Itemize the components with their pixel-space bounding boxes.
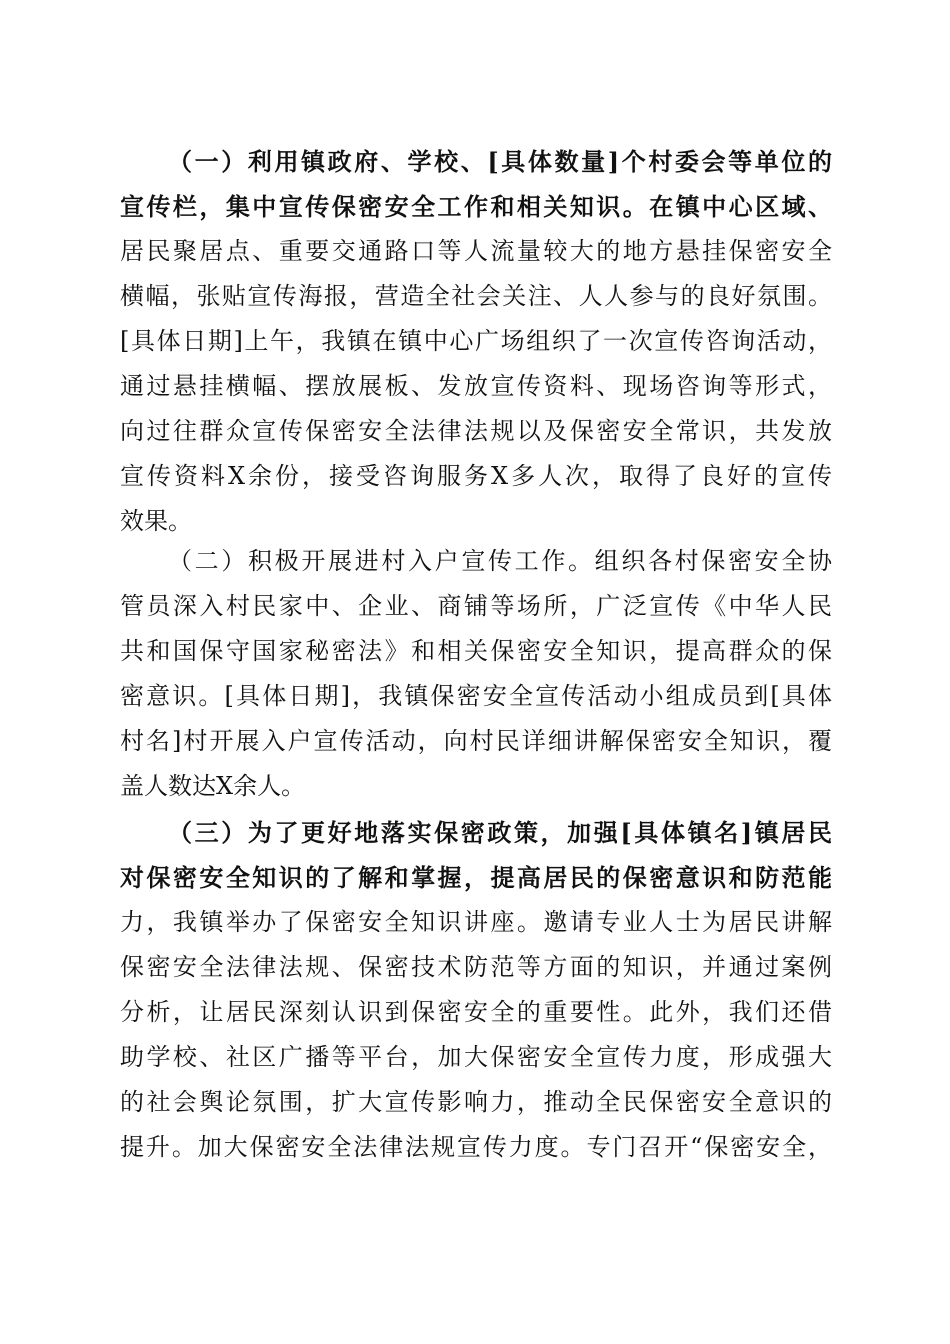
paragraph-3 [120, 810, 832, 1170]
paragraph-2-line-1: （二）积极开展进村入户宣传工作。组织各村保密安全协 [168, 547, 832, 575]
paragraph-1-line-3: 居民聚居点、重要交通路口等人流量较大的地方悬挂保密安全 [120, 237, 832, 265]
paragraph-2-line-4: 密意识。[具体日期]，我镇保密安全宣传活动小组成员到[具体 [120, 682, 832, 710]
paragraph-2-line-6: 盖人数达X余人。 [120, 772, 306, 800]
paragraph-3-line-1: （三）为了更好地落实保密政策，加强[具体镇名]镇居民 [168, 818, 832, 847]
paragraph-3-line-8: 提升。加大保密安全法律法规宣传力度。专门召开“保密安全， [120, 1133, 832, 1161]
paragraph-3-line-2: 对保密安全知识的了解和掌握，提高居民的保密意识和防范能 [120, 863, 832, 892]
paragraph-1-line-9: 效果。 [120, 507, 192, 535]
paragraph-2 [120, 539, 832, 809]
paragraph-3-line-5: 分析，让居民深刻认识到保密安全的重要性。此外，我们还借 [120, 998, 832, 1026]
paragraph-1-line-5: [具体日期]上午，我镇在镇中心广场组织了一次宣传咨询活动， [120, 327, 832, 355]
paragraph-2-line-3: 共和国保守国家秘密法》和相关保密安全知识，提高群众的保 [120, 637, 832, 665]
paragraph-1-line-2: 宣传栏，集中宣传保密安全工作和相关知识。在镇中心区域、 [120, 192, 832, 221]
paragraph-1-line-6: 通过悬挂横幅、摆放展板、发放宣传资料、现场咨询等形式， [120, 372, 832, 400]
paragraph-3-line-7: 的社会舆论氛围，扩大宣传影响力，推动全民保密安全意识的 [120, 1088, 832, 1116]
paragraph-3-line-6: 助学校、社区广播等平台，加大保密安全宣传力度，形成强大 [120, 1043, 832, 1071]
paragraph-1-line-7: 向过往群众宣传保密安全法律法规以及保密安全常识，共发放 [120, 417, 832, 445]
paragraph-2-line-2: 管员深入村民家中、企业、商铺等场所，广泛宣传《中华人民 [120, 592, 832, 620]
paragraph-1-line-1: （一）利用镇政府、学校、[具体数量]个村委会等单位的 [168, 147, 832, 176]
paragraph-1-line-4: 横幅，张贴宣传海报，营造全社会关注、人人参与的良好氛围。 [120, 282, 832, 310]
paragraph-1-line-8: 宣传资料X余份，接受咨询服务X多人次，取得了良好的宣传 [120, 462, 832, 490]
paragraph-1 [120, 139, 832, 544]
paragraph-2-line-5: 村名]村开展入户宣传活动，向村民详细讲解保密安全知识，覆 [120, 727, 832, 755]
paragraph-3-line-3: 力，我镇举办了保密安全知识讲座。邀请专业人士为居民讲解 [120, 908, 832, 936]
paragraph-3-line-4: 保密安全法律法规、保密技术防范等方面的知识，并通过案例 [120, 953, 832, 981]
